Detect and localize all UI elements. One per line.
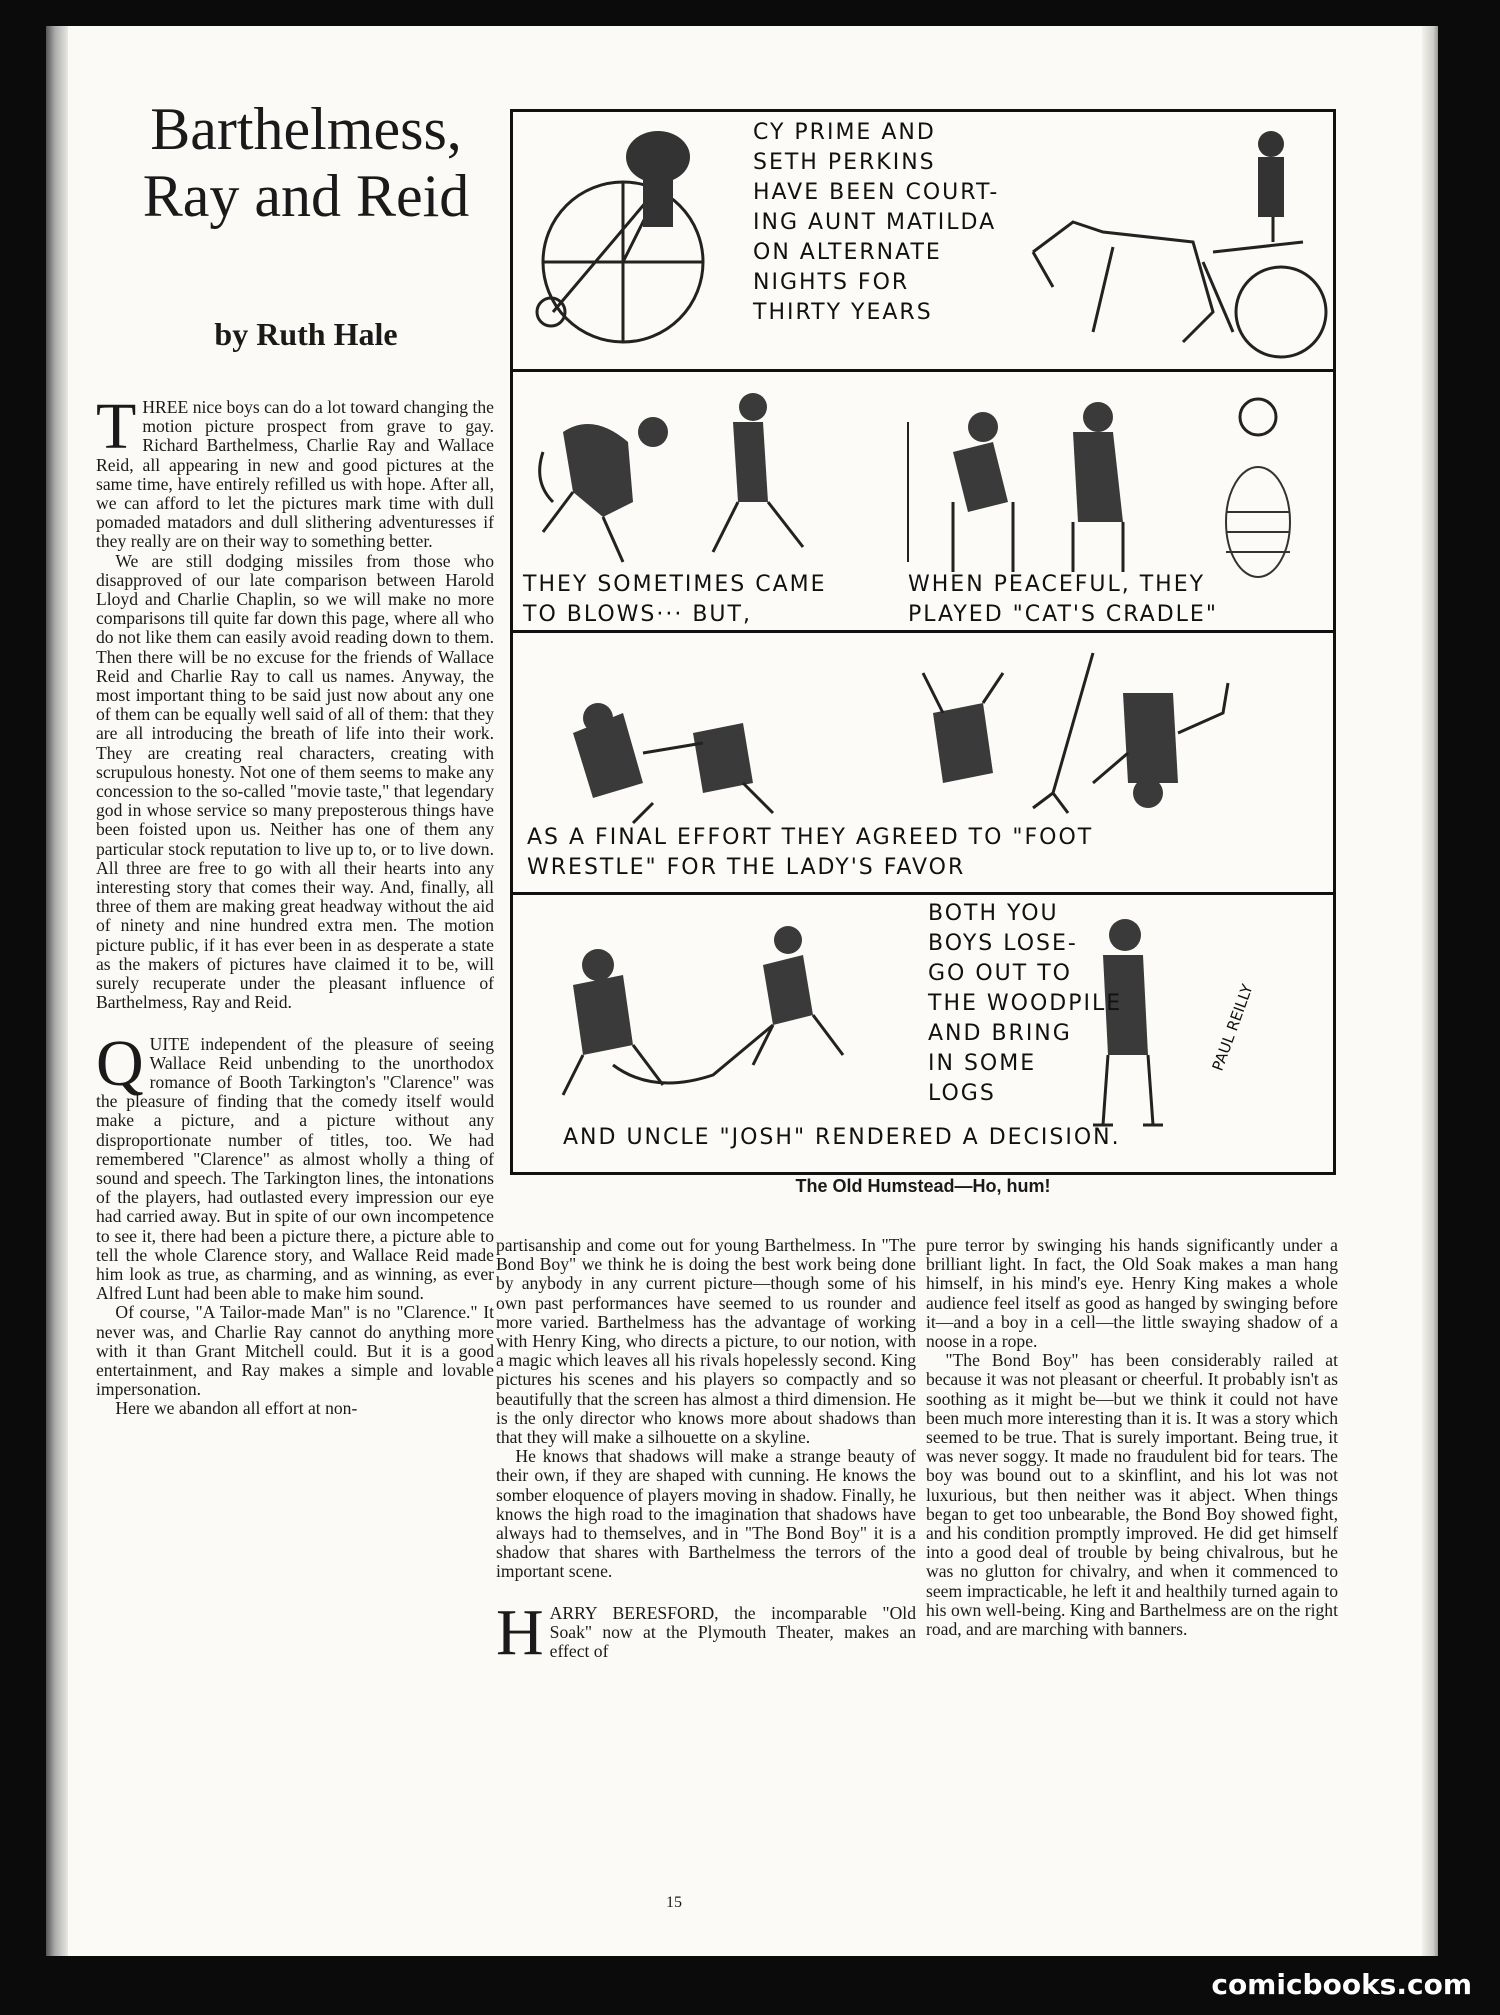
site-watermark: comicbooks.com [1211,1968,1472,2001]
paragraph: We are still dodging missiles from those who disapproved of our late comparison between Harold Lloyd and Charlie Chaplin, so we will make no more comparisons till quite far down this page, where all who do not like them can easily avoid reading down to them. Then there will be no excuse for the friends of Wallace Reid and Charlie Ray to call us names. Anyway, the most important thing to be said just now about any one of them can be equally well said of all of them: that they are all introducing the breath of life into their work. They are creating real characters, creating with scrupulous honesty. Not one of them seems to make any concession to the so-called "movie taste," that legendary god in whose service so many preposterous things have been foisted upon us. Neither has one of them any particular stock reputation to live up to, or to live down. All three are free to go with all their hearts into any interesting story that comes their way. And, finally, all three of them are making great headway without the aid of ninety and nine hundred extra men. The motion picture public, if it has ever been in as desperate a state as the makers of pictures have claimed it to be, will surely recuperate under the pleasant influence of Barthelmess, Ray and Reid. [96,550,494,1013]
drop-cap: T [96,390,137,463]
panel-1-text: CY PRIME AND SETH PERKINS HAVE BEEN COURT- ING AUNT MATILDA ON ALTERNATE NIGHTS FOR THIRTY YEARS [753,120,1000,325]
article-column-2 [496,1235,916,1669]
article-title: Barthelmess, Ray and Reid [142,96,470,229]
paragraph: "The Bond Boy" has been considerably railed at because it was not pleasant or cheerful. It probably isn't as soothing as it might be—but we think it could not have been much more interesting than it is. It was a story which seemed to be true. That is surely important. Being true, it was never soggy. It made no fraudulent bid for tears. The boy was bound out to a skinflint, and his lot was not luxurious, but then neither was it abject. When things began to get too unbearable, the Bond Boy showed fight, and his condition promptly improved. He did get himself into a good deal of trouble by being chivalrous, but he was no glutton for chivalry, and when it commenced to seem impracticable, he left it and healthily turned again to his own well-being. King and Barthelmess are on the right road, and are marching with banners. [926,1350,1338,1640]
paragraph: He knows that shadows will make a strange beauty of their own, if they are shaped with cunning. He knows the somber eloquence of players moving in shadow. Finally, he knows the high road to the imagination that shadows have always had to themselves, and in "The Bond Boy" it is a shadow that shares with Barthelmess the terrors of the important scene. [496,1446,916,1582]
page-number: 15 [666,1894,682,1911]
paragraph: Of course, "A Tailor-made Man" is no "Clarence." It never was, and Charlie Ray cannot do anything more with it than Grant Mitchell could. But it is a good entertainment, and Ray makes a simple and lovable impersonation. [96,1302,494,1400]
cartoon-caption: The Old Humstead—Ho, hum! [795,1176,1051,1196]
panel-4-speech: BOTH YOU BOYS LOSE- GO OUT TO THE WOODPILE AND BRING IN SOME LOGS [928,901,1123,1106]
paragraph: partisanship and come out for young Barthelmess. In "The Bond Boy" we think he is doing the best work being done by anybody in any current picture—though some of his own past performances have seemed to us rounder and more varied. Barthelmess has the advantage of working with Henry King, who directs a picture, to our notion, with a magic which leaves all his rivals hopelessly second. King pictures his scenes and his players so compactly and so beautifully that the screen has almost a third dimension. He is the only director who knows more about shadows than that they will make a silhouette on a skyline. [496,1235,916,1448]
paragraph: Here we abandon all effort at non- [115,1398,358,1419]
cartoon-panel-2 [513,372,1333,633]
article-byline: by Ruth Hale [214,316,398,352]
article-column-1 [96,390,494,1419]
paragraph: pure terror by swinging his hands significantly under a brilliant light. In fact, the Old Soak makes a man hang himself, in his mind's eye. Henry King makes a whole audience feel itself as good as hanged by swinging before it—and a boy in a cell—the little swaying shadow of a noose in a rope. [926,1235,1338,1352]
drop-cap: Q [96,1026,144,1100]
panel-3-text: AS A FINAL EFFORT THEY AGREED TO "FOOT WRESTLE" FOR THE LADY'S FAVOR [527,825,1094,880]
cartoon-panel-3 [513,633,1333,895]
paragraph: HARRY BERESFORD, the incomparable "Old Soak" now at the Plymouth Theater, makes an effect of [496,1595,916,1669]
panel-2-left-text: THEY SOMETIMES CAME TO BLOWS··· BUT, [523,572,827,627]
article-column-3 [926,1236,1338,1639]
cartoon-strip [510,109,1336,1175]
artist-signature: PAUL REILLY [1208,981,1257,1074]
drop-cap: H [496,1595,544,1669]
cartoon-panel-4 [513,895,1333,1166]
paragraph: THREE nice boys can do a lot toward changing the motion picture prospect from grave to gay. Richard Barthelmess, Charlie Ray and Wallace Reid, all appearing in new and good pictures at the same time, have entirely refilled us with hope. After all, we can afford to let the pictures mark time with dull pomaded matadors and dull slithering adventuresses if they really are on their way to something better. [96,390,494,552]
paragraph: QUITE independent of the pleasure of seeing Wallace Reid unbending to the unorthodox romance of Booth Tarkington's "Clarence" was the pleasure of finding that the comedy itself would make a picture, and a picture without any disproportionate number of titles, too. We had remembered "Clarence" as almost wholly a thing of sound and speech. The Tarkington lines, the intonations of the players, had outlasted every impression our eye had carried away. But in spite of our own incompetence to see it, there had been a picture there, a picture able to tell the whole Clarence story, and Wallace Reid made him look as true, as charming, and as winning, as ever Alfred Lunt had been able to make him sound. [96,1026,494,1304]
magazine-page [46,26,1438,1956]
cartoon-panel-1 [513,112,1333,372]
page-edge [1422,26,1438,1956]
page-gutter [46,26,68,1956]
panel-2-right-text: WHEN PEACEFUL, THEY PLAYED "CAT'S CRADLE" [908,572,1218,627]
panel-4-caption: AND UNCLE "JOSH" RENDERED A DECISION. [563,1125,1121,1150]
